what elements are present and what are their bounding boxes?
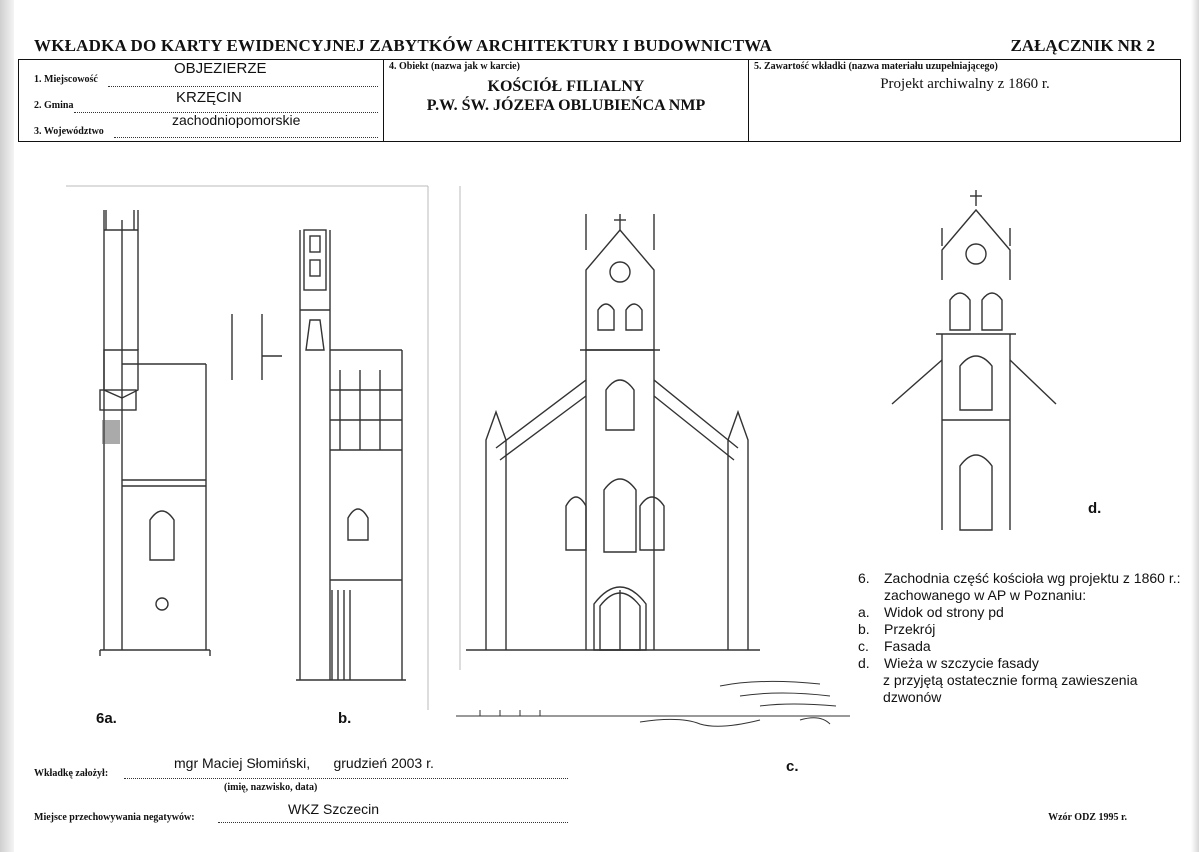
annex-number: ZAŁĄCZNIK NR 2 — [1010, 36, 1155, 55]
storage-label: Miejsce przechowywania negatywów: — [34, 812, 195, 823]
voivodeship-value: zachodniopomorskie — [172, 112, 301, 128]
header-left-border — [18, 59, 19, 141]
header-right-border — [1180, 59, 1181, 141]
locality-value: OBJEZIERZE — [174, 60, 267, 77]
caption-item-cont — [858, 672, 1188, 706]
figure-a-side-view — [100, 210, 210, 656]
document-title: WKŁADKA DO KARTY EWIDENCYJNEJ ZABYTKÓW ARCHITEKTURY I BUDOWNICTWA — [34, 36, 773, 55]
caption-heading-cont — [858, 587, 1188, 604]
caption-item-letter: a. — [858, 604, 870, 620]
caption-line-1: Zachodnia część kościoła wg projektu z 1860 r.: — [884, 570, 1181, 586]
locality-dotted-line — [108, 86, 378, 87]
caption-item — [858, 638, 1188, 655]
figure-b-label: b. — [338, 710, 352, 727]
inserted-by-label: Wkładkę założył: — [34, 768, 109, 779]
commune-label: 2. Gmina — [34, 100, 74, 111]
storage-dotted-line — [218, 822, 568, 823]
header-divider-2 — [748, 59, 749, 141]
figure-a-label: 6a. — [96, 710, 117, 727]
caption-item-text: Przekrój — [884, 621, 936, 637]
figure-c-facade — [466, 214, 760, 650]
caption-item — [858, 604, 1188, 621]
content-value: Projekt archiwalny z 1860 r. — [880, 76, 1050, 92]
object-name-line2: P.W. ŚW. JÓZEFA OBLUBIEŃCA NMP — [426, 97, 706, 114]
header-bottom-rule — [18, 141, 1181, 142]
drawing-sheet-frame — [66, 186, 460, 710]
caption-item — [858, 621, 1188, 638]
inserted-by-dotted-line — [124, 778, 568, 779]
scale-bar-and-signatures — [456, 681, 850, 726]
caption-item-letter: d. — [858, 655, 870, 671]
form-model-note: Wzór ODZ 1995 r. — [1048, 812, 1127, 823]
figure-d-tower-detail — [892, 190, 1056, 530]
storage-value: WKZ Szczecin — [288, 801, 380, 817]
caption-item-text: Wieża w szczycie fasady — [884, 655, 1039, 671]
caption-last-line: z przyjętą ostatecznie formą zawieszenia dzwonów — [883, 672, 1138, 705]
object-label: 4. Obiekt (nazwa jak w karcie) — [389, 61, 520, 72]
object-name-line1: KOŚCIÓŁ FILIALNY — [487, 78, 645, 95]
figure-b-section — [232, 230, 406, 680]
caption-item-letter: c. — [858, 638, 869, 654]
caption-item-letter: b. — [858, 621, 870, 637]
voivodeship-label: 3. Województwo — [34, 126, 104, 137]
commune-value: KRZĘCIN — [176, 89, 242, 106]
figure-c-label: c. — [786, 758, 799, 775]
caption-item — [858, 655, 1188, 672]
figure-d-label: d. — [1088, 500, 1102, 517]
locality-label: 1. Miejscowość — [34, 74, 98, 85]
caption-line-2: zachowanego w AP w Poznaniu: — [884, 587, 1087, 603]
content-label: 5. Zawartość wkładki (nazwa materiału uzupełniającego) — [754, 61, 998, 72]
caption-heading — [858, 570, 1188, 587]
inserted-by-value: mgr Maciej Słomiński, grudzień 2003 r. — [174, 755, 434, 771]
caption-item-text: Widok od strony pd — [884, 604, 1004, 620]
voivodeship-dotted-line — [114, 137, 378, 138]
inserted-by-hint: (imię, nazwisko, data) — [224, 782, 318, 793]
caption-number: 6. — [858, 570, 870, 586]
figure-caption — [858, 570, 1188, 706]
caption-item-text: Fasada — [884, 638, 931, 654]
